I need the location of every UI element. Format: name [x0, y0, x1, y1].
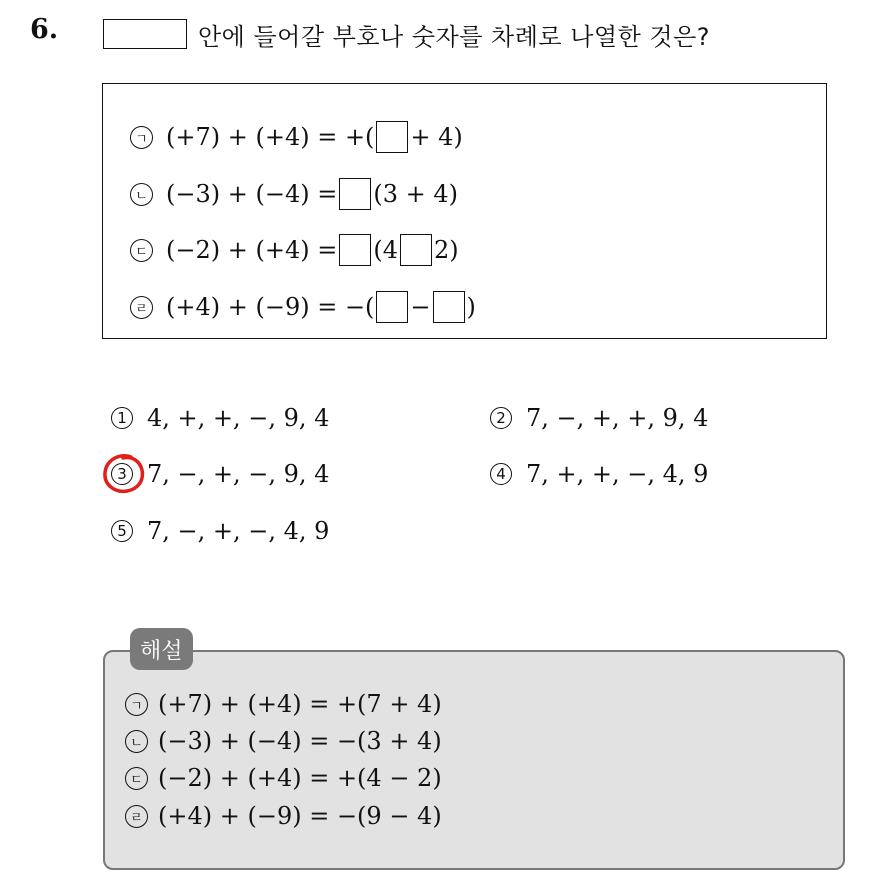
choice-2[interactable] [490, 400, 708, 436]
choice-text: 7, −, +, −, 4, 9 [147, 517, 330, 545]
marker-circle: ㄱ [130, 126, 153, 149]
choice-number: 3 [111, 463, 133, 485]
solution-line-2 [125, 723, 442, 759]
equation-1 [130, 117, 463, 157]
equation-text: (−3) + (−4) = [166, 180, 338, 208]
choice-4[interactable] [490, 456, 708, 492]
blank-square [339, 234, 371, 266]
solution-line-1 [125, 686, 442, 722]
solution-text: (−2) + (+4) = +(4 − 2) [158, 764, 442, 792]
equation-text: 2) [433, 236, 459, 264]
equation-2 [130, 174, 458, 214]
marker-circle: ㄹ [125, 805, 148, 828]
choice-number: 5 [111, 520, 133, 542]
equation-text: (4 [373, 236, 398, 264]
solution-text: (+7) + (+4) = +(7 + 4) [158, 690, 442, 718]
equation-4 [130, 287, 476, 327]
equation-text: (+7) + (+4) = +( [166, 123, 375, 151]
blank-square [376, 121, 408, 153]
marker-circle: ㄷ [125, 767, 148, 790]
solution-line-4 [125, 798, 442, 834]
blank-square [339, 178, 371, 210]
equation-text: (3 + 4) [373, 180, 458, 208]
solution-line-3 [125, 760, 442, 796]
equation-text: ) [466, 293, 476, 321]
choice-text: 7, −, +, +, 9, 4 [526, 404, 709, 432]
choice-number: 2 [490, 407, 512, 429]
solution-text: (+4) + (−9) = −(9 − 4) [158, 802, 442, 830]
question-number: 6. [30, 14, 59, 45]
blank-square [433, 291, 465, 323]
marker-circle: ㄱ [125, 693, 148, 716]
choice-5[interactable] [111, 513, 329, 549]
question-text: 안에 들어갈 부호나 숫자를 차례로 나열한 것은? [198, 23, 711, 51]
marker-circle: ㄹ [130, 296, 153, 319]
choice-text: 7, −, +, −, 9, 4 [147, 460, 330, 488]
marker-circle: ㄴ [130, 183, 153, 206]
answer-blank-box [103, 19, 187, 49]
choice-text: 4, +, +, −, 9, 4 [147, 404, 330, 432]
equation-3 [130, 230, 459, 270]
equation-text: + 4) [410, 123, 463, 151]
equation-text: (−2) + (+4) = [166, 236, 338, 264]
answer-mark-circle-icon [101, 451, 147, 495]
equation-text: − [410, 293, 431, 321]
blank-square [376, 291, 408, 323]
marker-circle: ㄷ [130, 239, 153, 262]
marker-circle: ㄴ [125, 730, 148, 753]
choice-text: 7, +, +, −, 4, 9 [526, 460, 709, 488]
choice-number: 4 [490, 463, 512, 485]
blank-square [400, 234, 432, 266]
equation-text: (+4) + (−9) = −( [166, 293, 375, 321]
solution-label: 해설 [130, 628, 193, 670]
choice-number: 1 [111, 407, 133, 429]
solution-text: (−3) + (−4) = −(3 + 4) [158, 727, 442, 755]
choice-1[interactable] [111, 400, 329, 436]
